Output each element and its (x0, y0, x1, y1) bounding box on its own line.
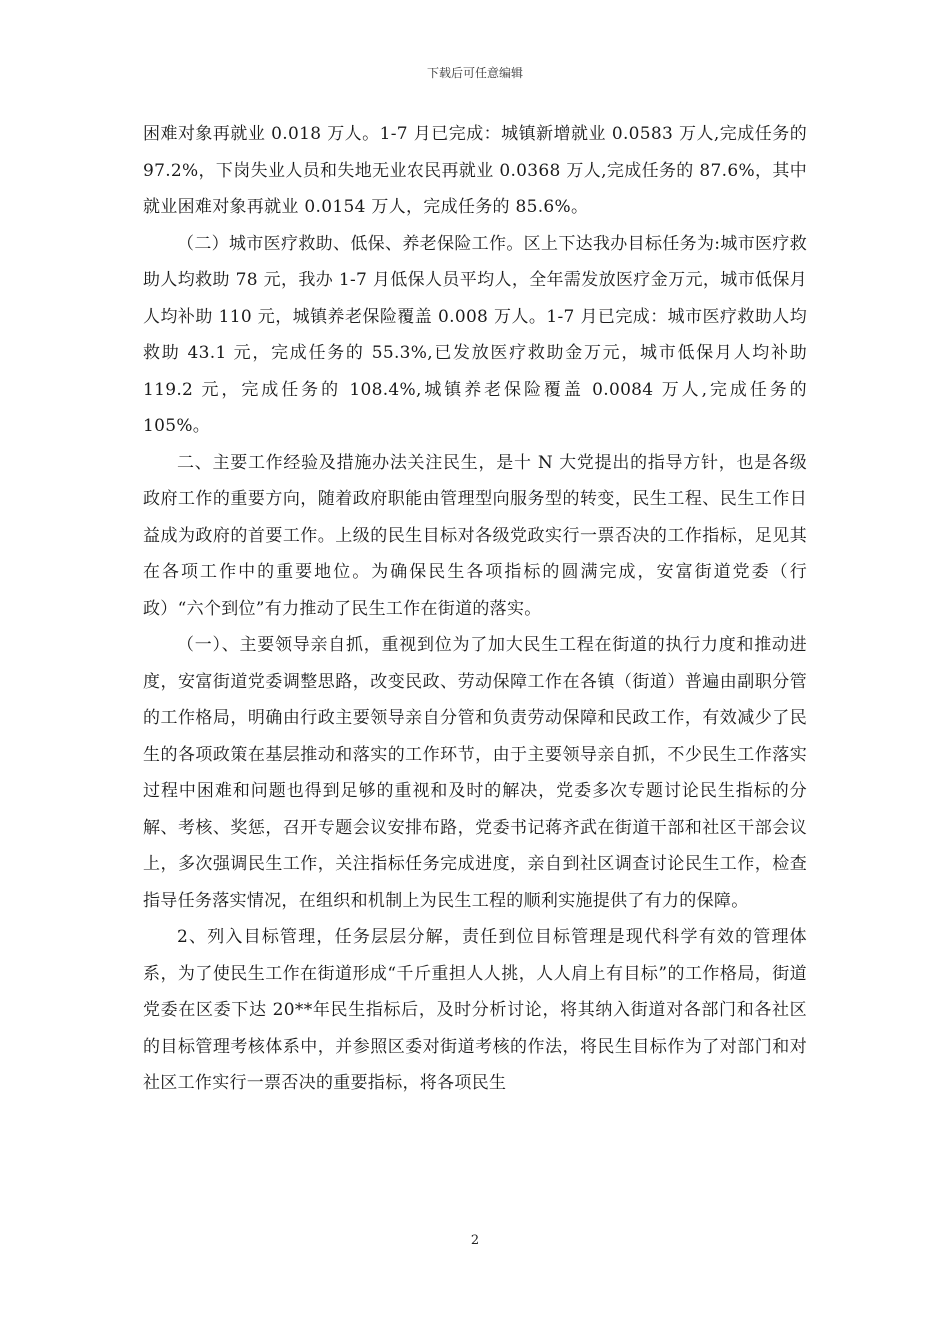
paragraph-work-experience: 二、主要工作经验及措施办法关注民生，是十 N 大党提出的指导方针，也是各级政府工作的重要方向，随着政府职能由管理型向服务型的转变，民生工程、民生工作日益成为政府的首要工作。上级的民生目标对各级党政实行一票否决的工作指标，足见其在各项工作中的重要地位。为确保民生各项指标的圆满完成，安富街道党委（行政）“六个到位”有力推动了民生工作在街道的落实。 (143, 452, 807, 619)
paragraph-target-management: 2、列入目标管理，任务层层分解，责任到位目标管理是现代科学有效的管理体系，为了使民生工作在街道形成“千斤重担人人挑，人人肩上有目标”的工作格局，街道党委在区委下达 20**年民生指标后，及时分析讨论，将其纳入街道对各部门和各社区的目标管理考核体系中，并参照区委对街道考核的作法，将民生目标作为了对部门和对社区工作实行一票否决的重要指标，将各项民生 (143, 927, 807, 1093)
document-body (143, 116, 807, 1102)
paragraph-medical-assistance: （二）城市医疗救助、低保、养老保险工作。区上下达我办目标任务为:城市医疗救助人均救助 78 元，我办 1-7 月低保人员平均人，全年需发放医疗金万元，城市低保月人均补助 110 元，城镇养老保险覆盖 0.008 万人。1-7 月已完成：城市医疗救助人均救助 43.1 元，完成任务的 55.3%,已发放医疗救助金万元，城市低保月人均补助 119.2 元，完成任务的 108.4%,城镇养老保险覆盖 0.0084 万人,完成任务的 105%。 (143, 233, 807, 436)
paragraph-leadership: （一）、主要领导亲自抓，重视到位为了加大民生工程在街道的执行力度和推动进度，安富街道党委调整思路，改变民政、劳动保障工作在各镇（街道）普遍由副职分管的工作格局，明确由行政主要领导亲自分管和负责劳动保障和民政工作，有效减少了民生的各项政策在基层推动和落实的工作环节，由于主要领导亲自抓，不少民生工作落实过程中困难和问题也得到足够的重视和及时的解决，党委多次专题讨论民生指标的分解、考核、奖惩，召开专题会议安排布路，党委书记蒋齐武在街道干部和社区干部会议上，多次强调民生工作，关注指标任务完成进度，亲自到社区调查讨论民生工作，检查指导任务落实情况，在组织和机制上为民生工程的顺利实施提供了有力的保障。 (143, 635, 807, 911)
paragraph-employment-continued: 困难对象再就业 0.018 万人。1-7 月已完成：城镇新增就业 0.0583 万人,完成任务的 97.2%，下岗失业人员和失地无业农民再就业 0.0368 万人,完成任务的 87.6%，其中就业困难对象再就业 0.0154 万人，完成任务的 85.6%。 (143, 124, 807, 217)
page-header: 下载后可任意编辑 (426, 66, 523, 80)
page-number: 2 (470, 1233, 480, 1248)
